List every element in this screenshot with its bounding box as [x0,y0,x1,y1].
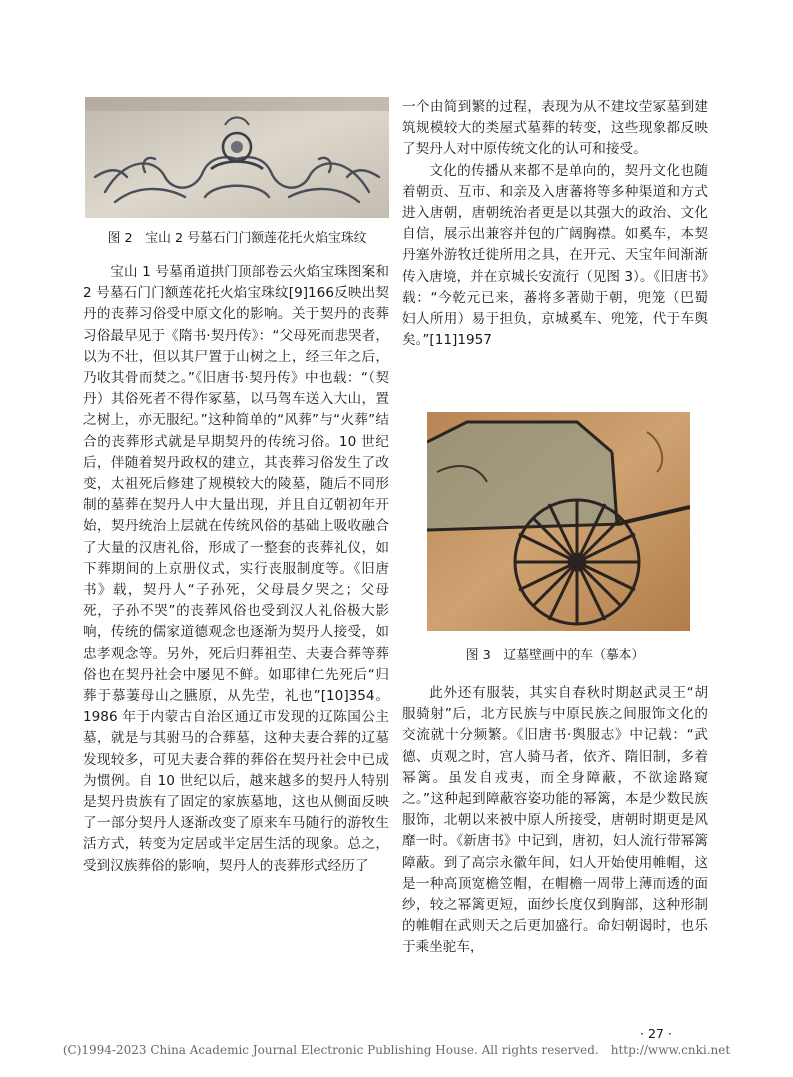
right-paragraph-3: 此外还有服装，其实自春秋时期赵武灵王“胡服骑射”后，北方民族与中原民族之间服饰文化的交流就十分频繁。《旧唐书·舆服志》中记载：“武德、贞观之时，宫人骑马者，依齐、隋旧制，多着幂篱。虽发自戎夷，而全身障蔽，不欲途路窥之。”这种起到障蔽容姿功能的幂篱，本是少数民族服饰，北朝以来被中原人所接受，唐朝时期更是风靡一时。《新唐书》中记到，唐初，妇人流行带幂篱障蔽。到了高宗永徽年间，妇人开始使用帷帽，这是一种高顶宽檐笠帽，在帽檐一周带上薄而透的面纱，较之幂篱更短，面纱长度仅到胸部，这种形制的帷帽在武则天之后更加盛行。命妇朝谒时，也乐于乘坐驼车， [402,685,708,956]
right-column-top-text [402,97,708,351]
right-paragraph-1: 一个由简到繁的过程，表现为从不建坟茔冢墓到建筑规模较大的类屋式墓葬的转变，这些现象都反映了契丹人对中原传统文化的认可和接受。 [402,99,708,158]
left-paragraph-1: 宝山 1 号墓甬道拱门顶部卷云火焰宝珠图案和 2 号墓石门门额莲花托火焰宝珠纹[9]166反映出契丹的丧葬习俗受中原文化的影响。关于契丹的丧葬习俗最早见于《隋书·契丹传》：“父母死而悲哭者，以为不壮，但以其尸置于山树之上，经三年之后，乃收其骨而焚之。”《旧唐书·契丹传》中也载：“（契丹）其俗死者不得作冢墓，以马驾车送入大山，置之树上，亦无服纪。”这种简单的“风葬”与“火葬”结合的丧葬形式就是早期契丹的传统习俗。10 世纪后，伴随着契丹政权的建立，其丧葬习俗发生了改变，太祖死后修建了规模较大的陵墓，随后不同形制的墓葬在契丹人中大量出现，并且自辽朝初年开始，契丹统治上层就在传统风俗的基础上吸收融合了大量的汉唐礼俗，形成了一整套的丧葬礼仪，如下葬期间的上京册仪式，实行丧服制度等。《旧唐书》载，契丹人“子孙死，父母晨夕哭之；父母死，子孙不哭”的丧葬风俗也受到汉人礼俗极大影响，传统的儒家道德观念也逐渐为契丹人接受，如忠孝观念等。另外，死后归葬祖茔、夫妻合葬等葬俗也在契丹社会中屡见不鲜。如耶律仁先死后“归葬于慕萋母山之臙原，从先茔，礼也”[10]354。1986 年于内蒙古自治区通辽市发现的辽陈国公主墓，就是与其驸马的合葬墓，这种夫妻合葬的辽墓发现较多，可见夫妻合葬的葬俗在契丹社会中已成为惯例。自 10 世纪以后，越来越多的契丹人特别是契丹贵族有了固定的家族墓地，这也从侧面反映了一部分契丹人逐渐改变了原来车马随行的游牧生活方式，转变为定居或半定居生活的现象。总之，受到汉族葬俗的影响，契丹人的丧葬形式经历了 [83,264,389,874]
figure-3-caption: 图 3 辽墓壁画中的车（摹本） [465,648,645,663]
left-column-text [83,262,389,877]
figure-2-image [85,97,389,218]
right-paragraph-2: 文化的传播从来都不是单向的，契丹文化也随着朝贡、互市、和亲及入唐蕃将等多种渠道和方式进入唐朝，唐朝统治者更是以其强大的政治、文化自信，展示出兼容并包的广阔胸襟。如奚车，本契丹塞外游牧迁徙所用之具，在开元、天宝年间渐渐传入唐境，并在京城长安流行（见图 3）。《旧唐书》载：“今乾元已来，蕃将多著勋于朝，兜笼（巴蜀妇人所用）易于担负，京城奚车、兜笼，代于车舆矣。”[11]1957 [402,162,708,349]
figure-2-caption: 图 2 宝山 2 号墓石门门额莲花托火焰宝珠纹 [107,231,367,246]
copyright-footer: (C)1994-2023 China Academic Journal Electronic Publishing House. All rights reserved. http://www.cnki.net [62,1043,731,1057]
page-number: · 27 · [640,1026,672,1041]
right-column-bottom-text [402,683,708,959]
figure-3-image [427,412,690,631]
